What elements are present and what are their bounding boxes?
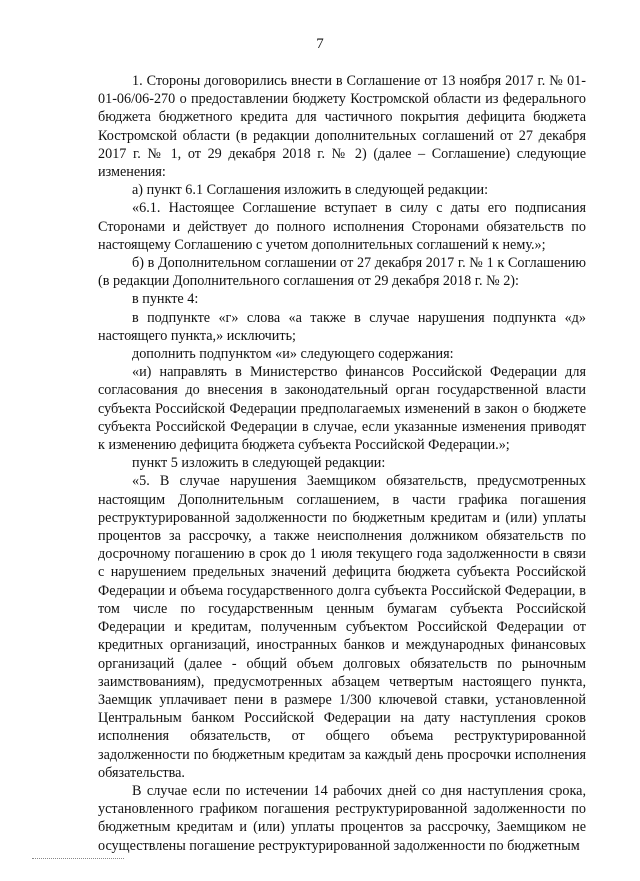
footer-divider xyxy=(32,858,124,859)
paragraph-11: В случае если по истечении 14 рабочих дней со дня наступления срока, установленного графиком погашения реструктурированной задолженности по бюджетным кредитам и (или) уплаты процентов за рассрочку, Заемщиком не осуществлены погашение реструктурированной задолженности по бюджетным xyxy=(98,782,586,854)
paragraph-3: «6.1. Настоящее Соглашение вступает в силу с даты его подписания Сторонами и действует до полного исполнения Сторонами обязательств по настоящему Соглашению с учетом дополнительных соглашений к нему.»; xyxy=(98,200,586,253)
paragraph-8: «и) направлять в Министерство финансов Российской Федерации для согласования до внесения в законодательный орган государственной власти субъекта Российской Федерации предполагаемых изменений в закон о бюджете субъекта Российской Федерации в случае, если указанные изменения приводят к изменению дефицита бюджета субъекта Российской Федерации.»; xyxy=(98,364,586,454)
paragraph-7: дополнить подпунктом «и» следующего содержания: xyxy=(132,346,454,363)
paragraph-10: «5. В случае нарушения Заемщиком обязательств, предусмотренных настоящим Дополнительным соглашением, в части графика погашения реструктурированной задолженности по бюджетным кредитам и (или) уплаты процентов за рассрочку, а также неисполнения должником обязательств по досрочному погашению в срок до 1 июля текущего года задолженности в связи с нарушением предельных значений дефицита бюджета субъекта Российской Федерации и объема государственного долга субъекта Российской Федерации, в том числе по государственным ценным бумагам субъекта Российской Федерации и кредитам, полученным субъектом Российской Федерации от кредитных организаций, иностранных банков и международных финансовых организаций (далее - общий объем долговых обязательств по рыночным заимствованиям), предусмотренных абзацем четвертым настоящего пункта, Заемщик уплачивает пени в размере 1/300 ключевой ставки, установленной Центральным банком Российской Федерации на дату наступления сроков исполнения обязательств, от общего объема реструктурированной задолженности по бюджетным кредитам за каждый день просрочки исполнения обязательства. xyxy=(98,473,586,781)
paragraph-4: б) в Дополнительном соглашении от 27 декабря 2017 г. № 1 к Соглашению (в редакции Дополнительного соглашения от 29 декабря 2018 г. № 2): xyxy=(98,255,586,290)
paragraph-2: а) пункт 6.1 Соглашения изложить в следующей редакции: xyxy=(132,182,489,199)
document-body xyxy=(98,72,586,855)
paragraph-6: в подпункте «г» слова «а также в случае нарушения подпункта «д» настоящего пункта,» исключить; xyxy=(98,309,586,344)
paragraph-5: в пункте 4: xyxy=(132,291,199,308)
page-number: 7 xyxy=(316,36,324,52)
paragraph-9: пункт 5 изложить в следующей редакции: xyxy=(132,455,386,472)
paragraph-1: 1. Стороны договорились внести в Соглашение от 13 ноября 2017 г. № 01-01-06/06-270 о предоставлении бюджету Костромской области из федерального бюджета бюджетного кредита для частичного покрытия дефицита бюджета Костромской области (в редакции дополнительных соглашений от 27 декабря 2017 г. № 1, от 29 декабря 2018 г. № 2) (далее – Соглашение) следующие изменения: xyxy=(98,73,586,181)
